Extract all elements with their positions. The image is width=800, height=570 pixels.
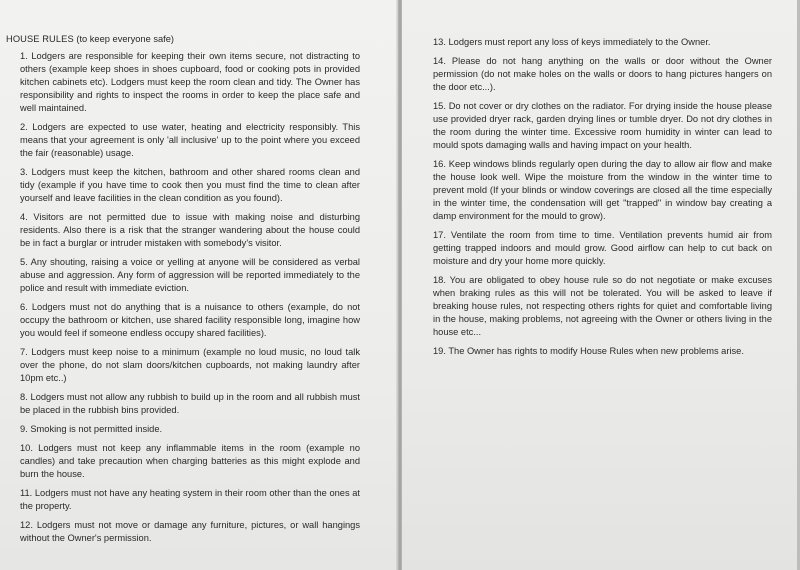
rule-item: 6. Lodgers must not do anything that is a nuisance to others (example, do not occupy the bathroom or kitchen, use shared facility responsible long, imagine how you would feel if someone endless occupy shared facilities). [20, 302, 360, 338]
rule-item: 5. Any shouting, raising a voice or yelling at anyone will be considered as verbal abuse and aggression. Any form of aggression will be reported immediately to the police and result with immediate eviction. [20, 257, 360, 293]
rule-item: 10. Lodgers must not keep any inflammable items in the room (example no candles) and take precaution when charging batteries as this might explode and burn the house. [20, 443, 360, 479]
rule-item: 19. The Owner has rights to modify House Rules when new problems arise. [433, 346, 744, 356]
rule-item: 13. Lodgers must report any loss of keys immediately to the Owner. [433, 37, 711, 47]
rule-item: 7. Lodgers must keep noise to a minimum (example no loud music, no loud talk over the phone, do not slam doors/kitchen cupboards, not making laundry after 10pm etc..) [20, 347, 360, 383]
rules-list-left [6, 50, 360, 545]
rule-item: 11. Lodgers must not have any heating system in their room other than the ones at the property. [20, 488, 360, 511]
rule-item: 15. Do not cover or dry clothes on the radiator. For drying inside the house please use provided dryer rack, garden drying lines or tumble dryer. Do not dry clothes in the room during the winter time. Excessive room humidity in winter can lead to mould spots damaging walls and having impact on your health. [433, 101, 772, 150]
rule-item: 17. Ventilate the room from time to time. Ventilation prevents humid air from getting trapped indoors and mould grow. Good airflow can help to cut back on moisture and dry your home more quickly. [433, 230, 772, 266]
heading-title: HOUSE RULES [6, 34, 74, 44]
rule-item: 9. Smoking is not permitted inside. [20, 424, 163, 434]
left-page [0, 0, 398, 570]
rule-item: 3. Lodgers must keep the kitchen, bathroom and other shared rooms clean and tidy (example if you have time to cook then you must find the time to clean after yourself and leave facilities in the clean condition as you found). [20, 167, 360, 203]
document-heading [6, 33, 360, 46]
rule-item: 2. Lodgers are expected to use water, heating and electricity responsibly. This means that your agreement is only 'all inclusive' up to the point where you exceed the fair (reasonable) usage. [20, 122, 360, 158]
rule-item: 18. You are obligated to obey house rule so do not negotiate or make excuses when braking rules as this will not be tolerated. You will be asked to leave if breaking house rules, not respecting others rights for quiet and comfortable living in the house, making problems, not agreeing with the Owner or others living in the house etc... [433, 275, 772, 337]
rule-item: 8. Lodgers must not allow any rubbish to build up in the room and all rubbish must be placed in the rubbish bins provided. [20, 392, 360, 415]
rule-item: 4. Visitors are not permitted due to issue with making noise and disturbing residents. Also there is a risk that the stranger wandering about the house could be in fact a burglar or intruder mistaken with somebody's visitor. [20, 212, 360, 248]
rule-item: 16. Keep windows blinds regularly open during the day to allow air flow and make the house look well. Wipe the moisture from the window in the winter time to prevent mold (If your blinds or window coverings are closed all the time especially in the winter time, the condensation will get "trapped" in window bay creating a damp environment for the mould to grow). [433, 159, 772, 221]
right-page [402, 0, 800, 570]
heading-subtitle: (to keep everyone safe) [76, 34, 175, 44]
rule-item: 12. Lodgers must not move or damage any furniture, pictures, or wall hangings without the Owner's permission. [20, 520, 360, 543]
rule-item: 14. Please do not hang anything on the walls or door without the Owner permission (do not make holes on the walls or doors to hang pictures hangers on the door etc...). [433, 56, 772, 92]
rule-item: 1. Lodgers are responsible for keeping their own items secure, not distracting to others (example keep shoes in shoes cupboard, food or cooking pots in provided kitchen cabinets etc). Lodgers must keep the room clean and tidy. The Owner has responsibility and rights to inspect the rooms in order to keep the place safe and well maintained. [20, 51, 360, 113]
rules-list-right [433, 36, 772, 358]
